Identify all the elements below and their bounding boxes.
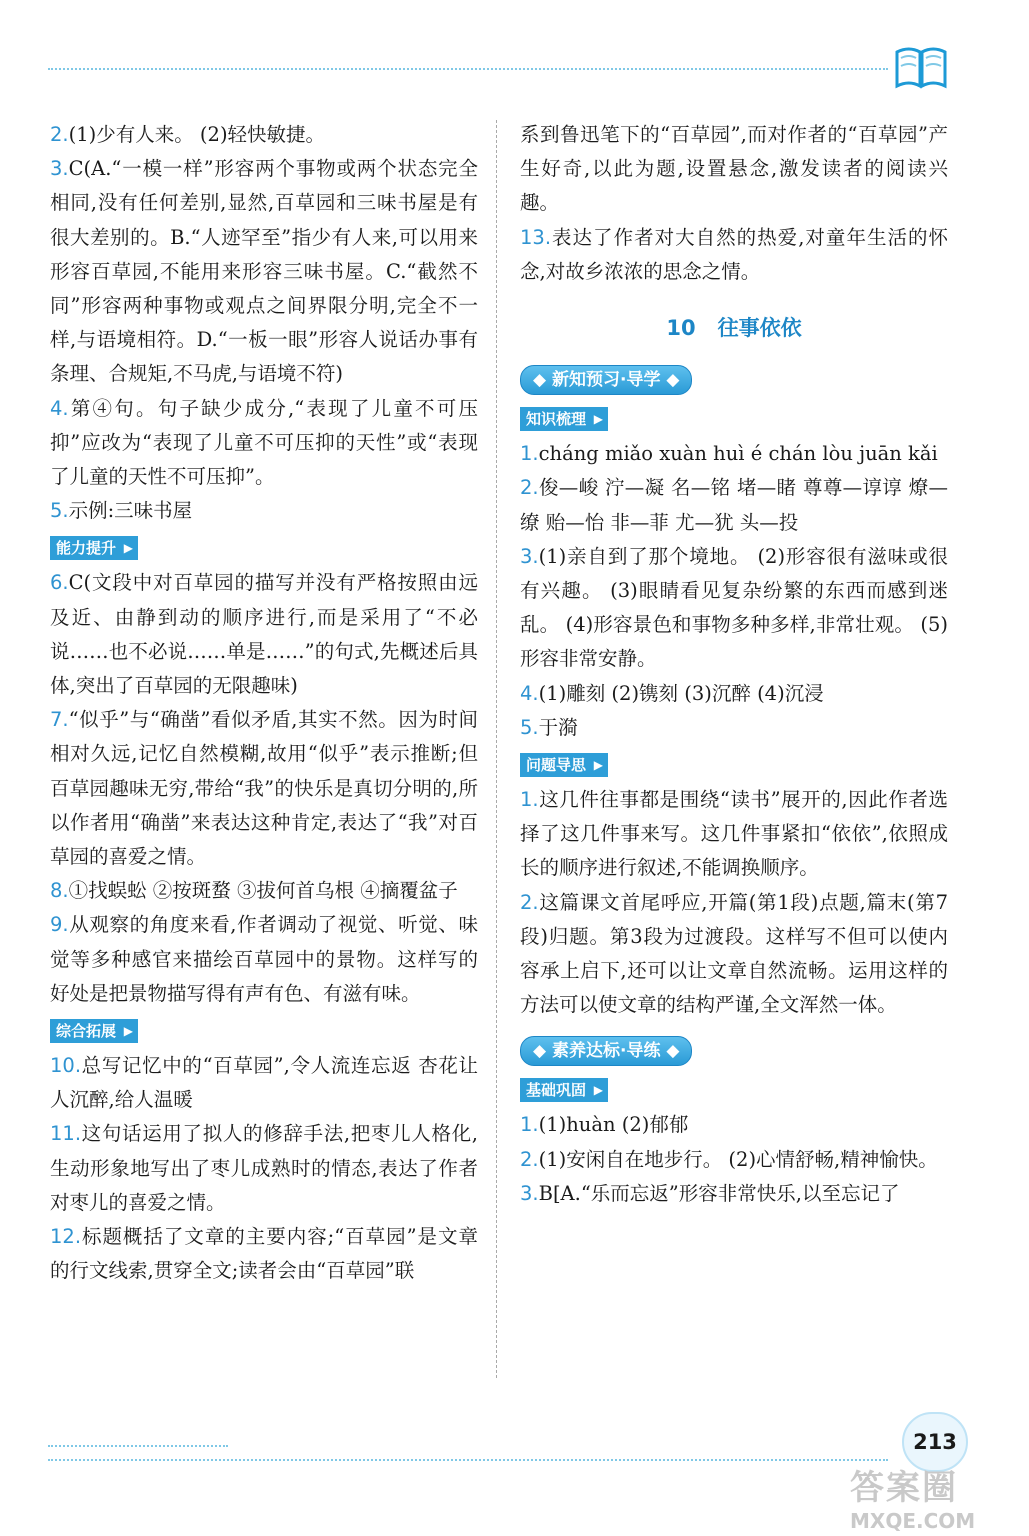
answer-number: 4. bbox=[520, 681, 539, 705]
answer-number: 2. bbox=[520, 890, 539, 914]
answer-number: 5. bbox=[520, 715, 539, 739]
answer-number: 6. bbox=[50, 571, 69, 595]
answer-number: 3. bbox=[520, 1181, 539, 1205]
answer-number: 12. bbox=[50, 1225, 82, 1249]
answer-number: 1. bbox=[520, 788, 539, 812]
banner-practice: ◆ 素养达标·导练 ◆ bbox=[520, 1036, 692, 1066]
tag-expand: 综合拓展 ▶ bbox=[50, 1019, 138, 1043]
banner-preview: ◆ 新知预习·导学 ◆ bbox=[520, 365, 692, 395]
answer-item bbox=[520, 1108, 948, 1142]
answer-item bbox=[50, 152, 478, 391]
watermark-logo bbox=[850, 1460, 1020, 1533]
answer-text: C(文段中对百草园的描写并没有严格按照由远及近、由静到动的顺序进行,而是采用了“不必说……也不必说……单是……”的句式,先概述后具体,突出了百草园的无限趣味) bbox=[50, 571, 478, 698]
answer-number: 2. bbox=[50, 123, 69, 146]
bottom-dotted-rule-short bbox=[48, 1445, 228, 1447]
answer-item bbox=[520, 886, 948, 1023]
answer-item bbox=[520, 783, 948, 886]
answer-item bbox=[50, 1049, 478, 1117]
tag-basic: 基础巩固 ▶ bbox=[520, 1078, 608, 1102]
lesson-title: 往事依依 bbox=[717, 316, 802, 341]
answer-number: 2. bbox=[520, 1147, 539, 1171]
watermark-line2: MXQE.COM bbox=[850, 1509, 976, 1533]
answer-item bbox=[50, 1220, 478, 1288]
answer-item bbox=[50, 703, 478, 874]
answer-number: 3. bbox=[50, 157, 69, 181]
answer-text: 示例:三味书屋 bbox=[68, 499, 193, 523]
answer-number: 9. bbox=[50, 913, 69, 937]
answer-text: 于漪 bbox=[538, 715, 578, 739]
answer-text: (1)亲自到了那个境地。 (2)形容很有滋味或很有兴趣。 (3)眼睛看见复杂纷繁的东西而感到迷乱。 (4)形容景色和事物多种多样,非常壮观。 (5)形容非常安静。 bbox=[520, 544, 948, 671]
answer-number: 10. bbox=[50, 1054, 82, 1078]
answer-item bbox=[520, 711, 948, 745]
answer-item bbox=[520, 1177, 948, 1211]
answer-text: 这几件往事都是围绕“读书”展开的,因此作者选择了这几件事来写。这几件事紧扣“依依”,依照成长的顺序进行叙述,不能调换顺序。 bbox=[520, 788, 948, 880]
answer-number: 1. bbox=[520, 1113, 539, 1137]
right-column bbox=[520, 118, 948, 1211]
answer-text: 第④句。句子缺少成分,“表现了儿童不可压抑”应改为“表现了儿童不可压抑的天性”或“表现了儿童的天性不可压抑”。 bbox=[50, 396, 478, 489]
answer-text: 这句话运用了拟人的修辞手法,把枣儿人格化,生动形象地写出了枣儿成熟时的情态,表达了作者对枣儿的喜爱之情。 bbox=[50, 1122, 478, 1214]
top-dotted-rule bbox=[48, 68, 888, 70]
answer-item bbox=[50, 566, 478, 703]
answer-number: 2. bbox=[520, 476, 539, 500]
tag-ability: 能力提升 ▶ bbox=[50, 536, 138, 560]
answer-text: cháng miǎo xuàn huì é chán lòu juān kǎi bbox=[538, 442, 938, 466]
answer-text: C(A.“一模一样”形容两个事物或两个状态完全相同,没有任何差别,显然,百草园和三味书屋是有很大差别的。B.“人迹罕至”指少有人来,可以用来形容百草园,不能用来形容三味书屋。C.“截然不同”形容两种事物或观点之间界限分明,完全不一样,与语境相符。D.“一板一眼”形容人说话办事有条理、合规矩,不马虎,与语境不符) bbox=[50, 157, 478, 386]
answer-item bbox=[520, 677, 948, 711]
answer-number: 3. bbox=[520, 544, 539, 568]
answer-text: 总写记忆中的“百草园”,令人流连忘返 杏花让人沉醉,给人温暖 bbox=[50, 1054, 478, 1112]
answer-text: 这篇课文首尾呼应,开篇(第1段)点题,篇末(第7段)归题。第3段为过渡段。这样写不但可以使内容承上启下,还可以让文章自然流畅。运用这样的方法可以使文章的结构严谨,全文浑然一体。 bbox=[520, 890, 948, 1017]
answer-text: (1)雕刻 (2)镌刻 (3)沉醉 (4)沉浸 bbox=[538, 681, 824, 705]
tag-knowledge: 知识梳理 ▶ bbox=[520, 407, 608, 431]
page-number: 213 bbox=[902, 1412, 968, 1472]
answer-item bbox=[50, 494, 478, 528]
answer-text: (1)huàn (2)郁郁 bbox=[538, 1113, 689, 1137]
answer-text: (1)少有人来。 (2)轻快敏捷。 bbox=[68, 123, 326, 146]
answer-item bbox=[50, 118, 478, 152]
lesson-heading bbox=[520, 311, 948, 345]
answer-number: 5. bbox=[50, 499, 69, 523]
answer-number: 4. bbox=[50, 396, 69, 420]
answer-item bbox=[520, 1143, 948, 1177]
answer-item bbox=[520, 540, 948, 677]
answer-text: (1)安闲自在地步行。 (2)心情舒畅,精神愉快。 bbox=[538, 1147, 938, 1171]
answer-number: 11. bbox=[50, 1122, 82, 1146]
answer-number: 1. bbox=[520, 442, 539, 466]
answer-text: B[A.“乐而忘返”形容非常快乐,以至忘记了 bbox=[538, 1181, 900, 1205]
answer-item bbox=[50, 1117, 478, 1220]
answer-item bbox=[520, 437, 948, 471]
answer-text: ①找蜈蚣 ②按斑蝥 ③拔何首乌根 ④摘覆盆子 bbox=[68, 879, 458, 903]
bottom-dotted-rule bbox=[48, 1459, 888, 1461]
column-divider bbox=[496, 120, 497, 1378]
watermark-line1: 答案圈 bbox=[850, 1468, 958, 1508]
answer-item: 13.表达了作者对大自然的热爱,对童年生活的怀念,对故乡浓浓的思念之情。 bbox=[520, 225, 948, 283]
answer-number: 8. bbox=[50, 879, 69, 903]
answer-item bbox=[50, 874, 478, 908]
answer-item bbox=[520, 471, 948, 539]
answer-text: 标题概括了文章的主要内容;“百草园”是文章的行文线索,贯穿全文;读者会由“百草园”联 bbox=[50, 1225, 478, 1283]
tag-question: 问题导思 ▶ bbox=[520, 753, 608, 777]
continued-answer: 系到鲁迅笔下的“百草园”,而对作者的“百草园”产生好奇,以此为题,设置悬念,激发读者的阅读兴趣。 bbox=[520, 123, 948, 215]
answer-item bbox=[50, 392, 478, 495]
answer-text: 从观察的角度来看,作者调动了视觉、听觉、味觉等多种感官来描绘百草园中的景物。这样写的好处是把景物描写得有声有色、有滋有味。 bbox=[50, 913, 478, 1005]
answer-number: 7. bbox=[50, 708, 69, 732]
lesson-number: 10 bbox=[666, 316, 696, 341]
open-book-icon bbox=[893, 42, 949, 90]
left-column bbox=[50, 118, 478, 1289]
answer-item bbox=[50, 908, 478, 1011]
answer-text: 俊—峻 泞—凝 名—铭 堵—睹 尊尊—谆谆 燎—缭 贻—怡 非—菲 尤—犹 头—投 bbox=[520, 476, 948, 534]
answer-text: “似乎”与“确凿”看似矛盾,其实不然。因为时间相对久远,记忆自然模糊,故用“似乎”表示推断;但百草园趣味无穷,带给“我”的快乐是真切分明的,所以作者用“确凿”来表达这种肯定,表达了“我”对百草园的喜爱之情。 bbox=[50, 708, 478, 869]
